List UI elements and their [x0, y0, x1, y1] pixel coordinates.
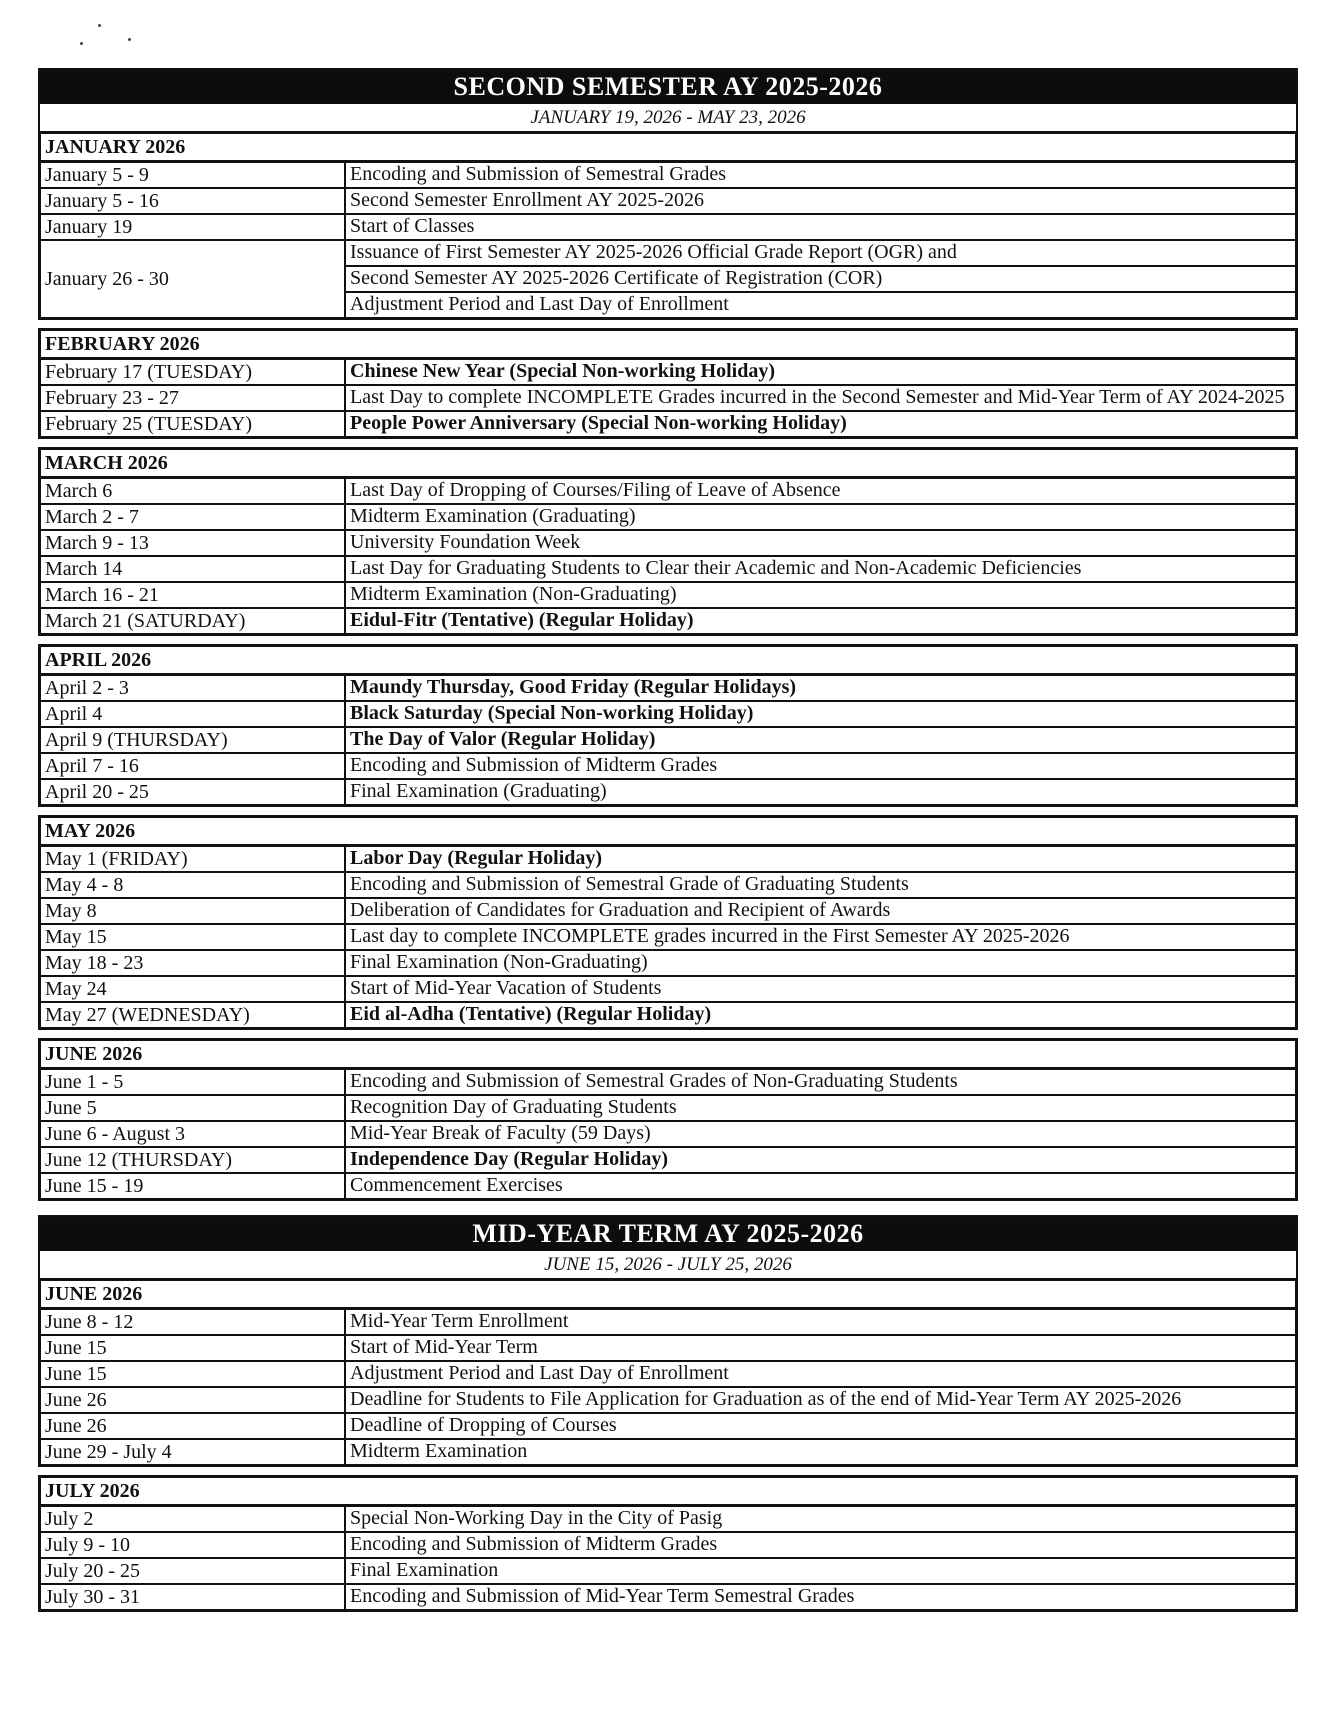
event-date: June 6 - August 3	[41, 1122, 346, 1146]
table-row	[41, 754, 1295, 780]
table-row	[41, 925, 1295, 951]
event-date: March 2 - 7	[41, 505, 346, 529]
event-date: January 19	[41, 215, 346, 239]
event-description: Second Semester Enrollment AY 2025-2026	[350, 189, 705, 211]
section-date-range: JUNE 15, 2026 - JULY 25, 2026	[38, 1251, 1298, 1281]
month-heading: JANUARY 2026	[41, 134, 1295, 163]
table-row	[41, 360, 1295, 386]
table-row	[41, 479, 1295, 505]
month-block	[38, 328, 1298, 439]
event-date: March 14	[41, 557, 346, 581]
event-cell	[346, 479, 1295, 503]
table-row	[41, 1533, 1295, 1559]
event-date: June 15	[41, 1336, 346, 1360]
event-description: Last Day for Graduating Students to Clear their Academic and Non-Academic Deficiencies	[350, 557, 1082, 579]
month-block	[38, 644, 1298, 807]
event-cell	[346, 951, 1295, 975]
holiday-description: Eid al-Adha (Tentative) (Regular Holiday)	[350, 1003, 712, 1025]
month-heading: APRIL 2026	[41, 647, 1295, 676]
holiday-description: Black Saturday (Special Non-working Holiday)	[350, 702, 754, 724]
event-description: Midterm Examination (Graduating)	[350, 505, 636, 527]
event-date: May 8	[41, 899, 346, 923]
event-date: February 25 (TUESDAY)	[41, 412, 346, 436]
event-date: March 21 (SATURDAY)	[41, 609, 346, 633]
table-row	[41, 1414, 1295, 1440]
event-cell	[346, 1533, 1295, 1557]
event-date: April 20 - 25	[41, 780, 346, 804]
event-date: June 5	[41, 1096, 346, 1120]
speckle	[98, 24, 101, 27]
event-description: Special Non-Working Day in the City of Pasig	[350, 1507, 723, 1529]
month-block	[38, 134, 1298, 320]
table-row	[41, 1440, 1295, 1464]
table-row	[41, 1388, 1295, 1414]
speckle	[128, 38, 131, 41]
event-date: June 29 - July 4	[41, 1440, 346, 1464]
event-description: Deliberation of Candidates for Graduation and Recipient of Awards	[350, 899, 891, 921]
table-row	[41, 1559, 1295, 1585]
event-description: Encoding and Submission of Semestral Grade of Graduating Students	[350, 873, 909, 895]
event-date: July 30 - 31	[41, 1585, 346, 1609]
event-description: Mid-Year Term Enrollment	[350, 1310, 569, 1332]
month-heading: JULY 2026	[41, 1478, 1295, 1507]
table-row	[41, 676, 1295, 702]
event-cell	[346, 728, 1295, 752]
month-heading: JUNE 2026	[41, 1041, 1295, 1070]
month-block	[38, 447, 1298, 636]
event-description: Mid-Year Break of Faculty (59 Days)	[350, 1122, 651, 1144]
table-row	[41, 1507, 1295, 1533]
event-cell	[346, 899, 1295, 923]
table-row	[41, 241, 1295, 317]
event-description: Final Examination (Graduating)	[350, 780, 607, 802]
table-row	[41, 1070, 1295, 1096]
event-date: March 16 - 21	[41, 583, 346, 607]
event-cell	[346, 1310, 1295, 1334]
section-date-range: JANUARY 19, 2026 - MAY 23, 2026	[38, 104, 1298, 134]
event-cell	[346, 676, 1295, 700]
event-cell	[346, 505, 1295, 529]
event-cell	[346, 609, 1295, 633]
event-date: June 15	[41, 1362, 346, 1386]
event-description: Second Semester AY 2025-2026 Certificate of Registration (COR)	[346, 267, 1295, 293]
table-row	[41, 412, 1295, 436]
table-row	[41, 728, 1295, 754]
month-block	[38, 1475, 1298, 1612]
event-description: Encoding and Submission of Midterm Grades	[350, 754, 718, 776]
table-row	[41, 215, 1295, 241]
event-cell	[346, 1096, 1295, 1120]
event-description: Last day to complete INCOMPLETE grades incurred in the First Semester AY 2025-2026	[350, 925, 1070, 947]
table-row	[41, 386, 1295, 412]
holiday-description: Independence Day (Regular Holiday)	[350, 1148, 668, 1170]
holiday-description: Labor Day (Regular Holiday)	[350, 847, 603, 869]
event-description: Start of Mid-Year Term	[350, 1336, 538, 1358]
event-description: Last Day of Dropping of Courses/Filing of Leave of Absence	[350, 479, 841, 501]
event-date: July 2	[41, 1507, 346, 1531]
event-cell	[346, 1070, 1295, 1094]
table-row	[41, 583, 1295, 609]
event-date: February 23 - 27	[41, 386, 346, 410]
event-cell	[346, 1388, 1295, 1412]
event-date: January 5 - 9	[41, 163, 346, 187]
event-date: June 8 - 12	[41, 1310, 346, 1334]
event-cell	[346, 1174, 1295, 1198]
event-cell	[346, 1440, 1295, 1464]
event-date: April 2 - 3	[41, 676, 346, 700]
event-date: July 20 - 25	[41, 1559, 346, 1583]
event-cell	[346, 189, 1295, 213]
event-cell	[346, 1507, 1295, 1531]
holiday-description: Maundy Thursday, Good Friday (Regular Holidays)	[350, 676, 797, 698]
event-cell	[346, 1585, 1295, 1609]
table-row	[41, 557, 1295, 583]
event-date: April 9 (THURSDAY)	[41, 728, 346, 752]
event-cell	[346, 1559, 1295, 1583]
table-row	[41, 1122, 1295, 1148]
event-cell	[346, 1148, 1295, 1172]
second-semester-section	[38, 68, 1298, 1201]
event-cell	[346, 557, 1295, 581]
table-row	[41, 1096, 1295, 1122]
event-description: Midterm Examination	[350, 1440, 528, 1462]
event-cell	[346, 386, 1295, 410]
event-date: May 15	[41, 925, 346, 949]
event-cell	[346, 1122, 1295, 1146]
event-description: Last Day to complete INCOMPLETE Grades incurred in the Second Semester and Mid-Year Term of AY 2024-2025	[350, 386, 1285, 408]
table-row	[41, 899, 1295, 925]
event-cell	[346, 531, 1295, 555]
event-cell	[346, 1003, 1295, 1027]
holiday-description: The Day of Valor (Regular Holiday)	[350, 728, 656, 750]
event-description: Deadline for Students to File Application for Graduation as of the end of Mid-Year Term AY 2025-2026	[350, 1388, 1182, 1410]
table-row	[41, 873, 1295, 899]
event-description: Start of Mid-Year Vacation of Students	[350, 977, 662, 999]
event-date: January 26 - 30	[41, 241, 346, 317]
event-date: May 18 - 23	[41, 951, 346, 975]
event-date: April 4	[41, 702, 346, 726]
table-row	[41, 531, 1295, 557]
section-title: MID-YEAR TERM AY 2025-2026	[38, 1215, 1298, 1251]
event-description: Encoding and Submission of Mid-Year Term Semestral Grades	[350, 1585, 855, 1607]
event-cell	[346, 977, 1295, 1001]
event-description: Final Examination (Non-Graduating)	[350, 951, 648, 973]
table-row	[41, 780, 1295, 804]
event-date: June 1 - 5	[41, 1070, 346, 1094]
event-description: Adjustment Period and Last Day of Enrollment	[350, 293, 729, 315]
month-block	[38, 1038, 1298, 1201]
academic-calendar	[38, 68, 1298, 1626]
event-cell	[346, 215, 1295, 239]
event-description: Encoding and Submission of Semestral Grades	[350, 163, 727, 185]
event-date: March 9 - 13	[41, 531, 346, 555]
event-cell	[346, 1414, 1295, 1438]
table-row	[41, 163, 1295, 189]
scan-speckles	[70, 20, 150, 60]
month-heading: MARCH 2026	[41, 450, 1295, 479]
event-cell	[346, 1336, 1295, 1360]
event-description: Final Examination	[350, 1559, 499, 1581]
event-description: Encoding and Submission of Semestral Grades of Non-Graduating Students	[350, 1070, 958, 1092]
table-row	[41, 702, 1295, 728]
event-cell	[346, 163, 1295, 187]
table-row	[41, 189, 1295, 215]
event-description: Deadline of Dropping of Courses	[350, 1414, 617, 1436]
table-row	[41, 977, 1295, 1003]
event-cell	[346, 241, 1295, 317]
event-description: Commencement Exercises	[350, 1174, 563, 1196]
event-date: June 15 - 19	[41, 1174, 346, 1198]
event-date: April 7 - 16	[41, 754, 346, 778]
holiday-description: Eidul-Fitr (Tentative) (Regular Holiday)	[350, 609, 694, 631]
table-row	[41, 1585, 1295, 1609]
event-description: Encoding and Submission of Midterm Grades	[350, 1533, 718, 1555]
section-title: SECOND SEMESTER AY 2025-2026	[38, 68, 1298, 104]
event-date: January 5 - 16	[41, 189, 346, 213]
event-description: University Foundation Week	[350, 531, 581, 553]
mid-year-term-section	[38, 1215, 1298, 1612]
event-cell	[346, 583, 1295, 607]
event-cell	[346, 925, 1295, 949]
event-cell	[346, 1362, 1295, 1386]
event-date: June 26	[41, 1388, 346, 1412]
table-row	[41, 1003, 1295, 1027]
event-date: May 27 (WEDNESDAY)	[41, 1003, 346, 1027]
event-cell	[346, 412, 1295, 436]
event-date: May 24	[41, 977, 346, 1001]
month-block	[38, 815, 1298, 1030]
table-row	[41, 1174, 1295, 1198]
event-date: May 4 - 8	[41, 873, 346, 897]
event-cell	[346, 873, 1295, 897]
table-row	[41, 1362, 1295, 1388]
table-row	[41, 847, 1295, 873]
table-row	[41, 609, 1295, 633]
table-row	[41, 951, 1295, 977]
event-cell	[346, 754, 1295, 778]
month-heading: JUNE 2026	[41, 1281, 1295, 1310]
table-row	[41, 1148, 1295, 1174]
table-row	[41, 1336, 1295, 1362]
event-cell	[346, 780, 1295, 804]
event-cell	[346, 847, 1295, 871]
event-date: February 17 (TUESDAY)	[41, 360, 346, 384]
event-date: May 1 (FRIDAY)	[41, 847, 346, 871]
event-cell	[346, 360, 1295, 384]
holiday-description: People Power Anniversary (Special Non-working Holiday)	[350, 412, 847, 434]
table-row	[41, 1310, 1295, 1336]
event-date: March 6	[41, 479, 346, 503]
event-description: Recognition Day of Graduating Students	[350, 1096, 677, 1118]
event-date: June 12 (THURSDAY)	[41, 1148, 346, 1172]
event-date: June 26	[41, 1414, 346, 1438]
event-date: July 9 - 10	[41, 1533, 346, 1557]
event-description: Adjustment Period and Last Day of Enrollment	[350, 1362, 729, 1384]
event-description: Midterm Examination (Non-Graduating)	[350, 583, 677, 605]
event-description: Issuance of First Semester AY 2025-2026 Official Grade Report (OGR) and	[346, 241, 1295, 267]
speckle	[80, 42, 83, 45]
month-block	[38, 1281, 1298, 1467]
event-cell	[346, 702, 1295, 726]
event-description: Start of Classes	[350, 215, 475, 237]
holiday-description: Chinese New Year (Special Non-working Holiday)	[350, 360, 775, 382]
month-heading: FEBRUARY 2026	[41, 331, 1295, 360]
table-row	[41, 505, 1295, 531]
month-heading: MAY 2026	[41, 818, 1295, 847]
